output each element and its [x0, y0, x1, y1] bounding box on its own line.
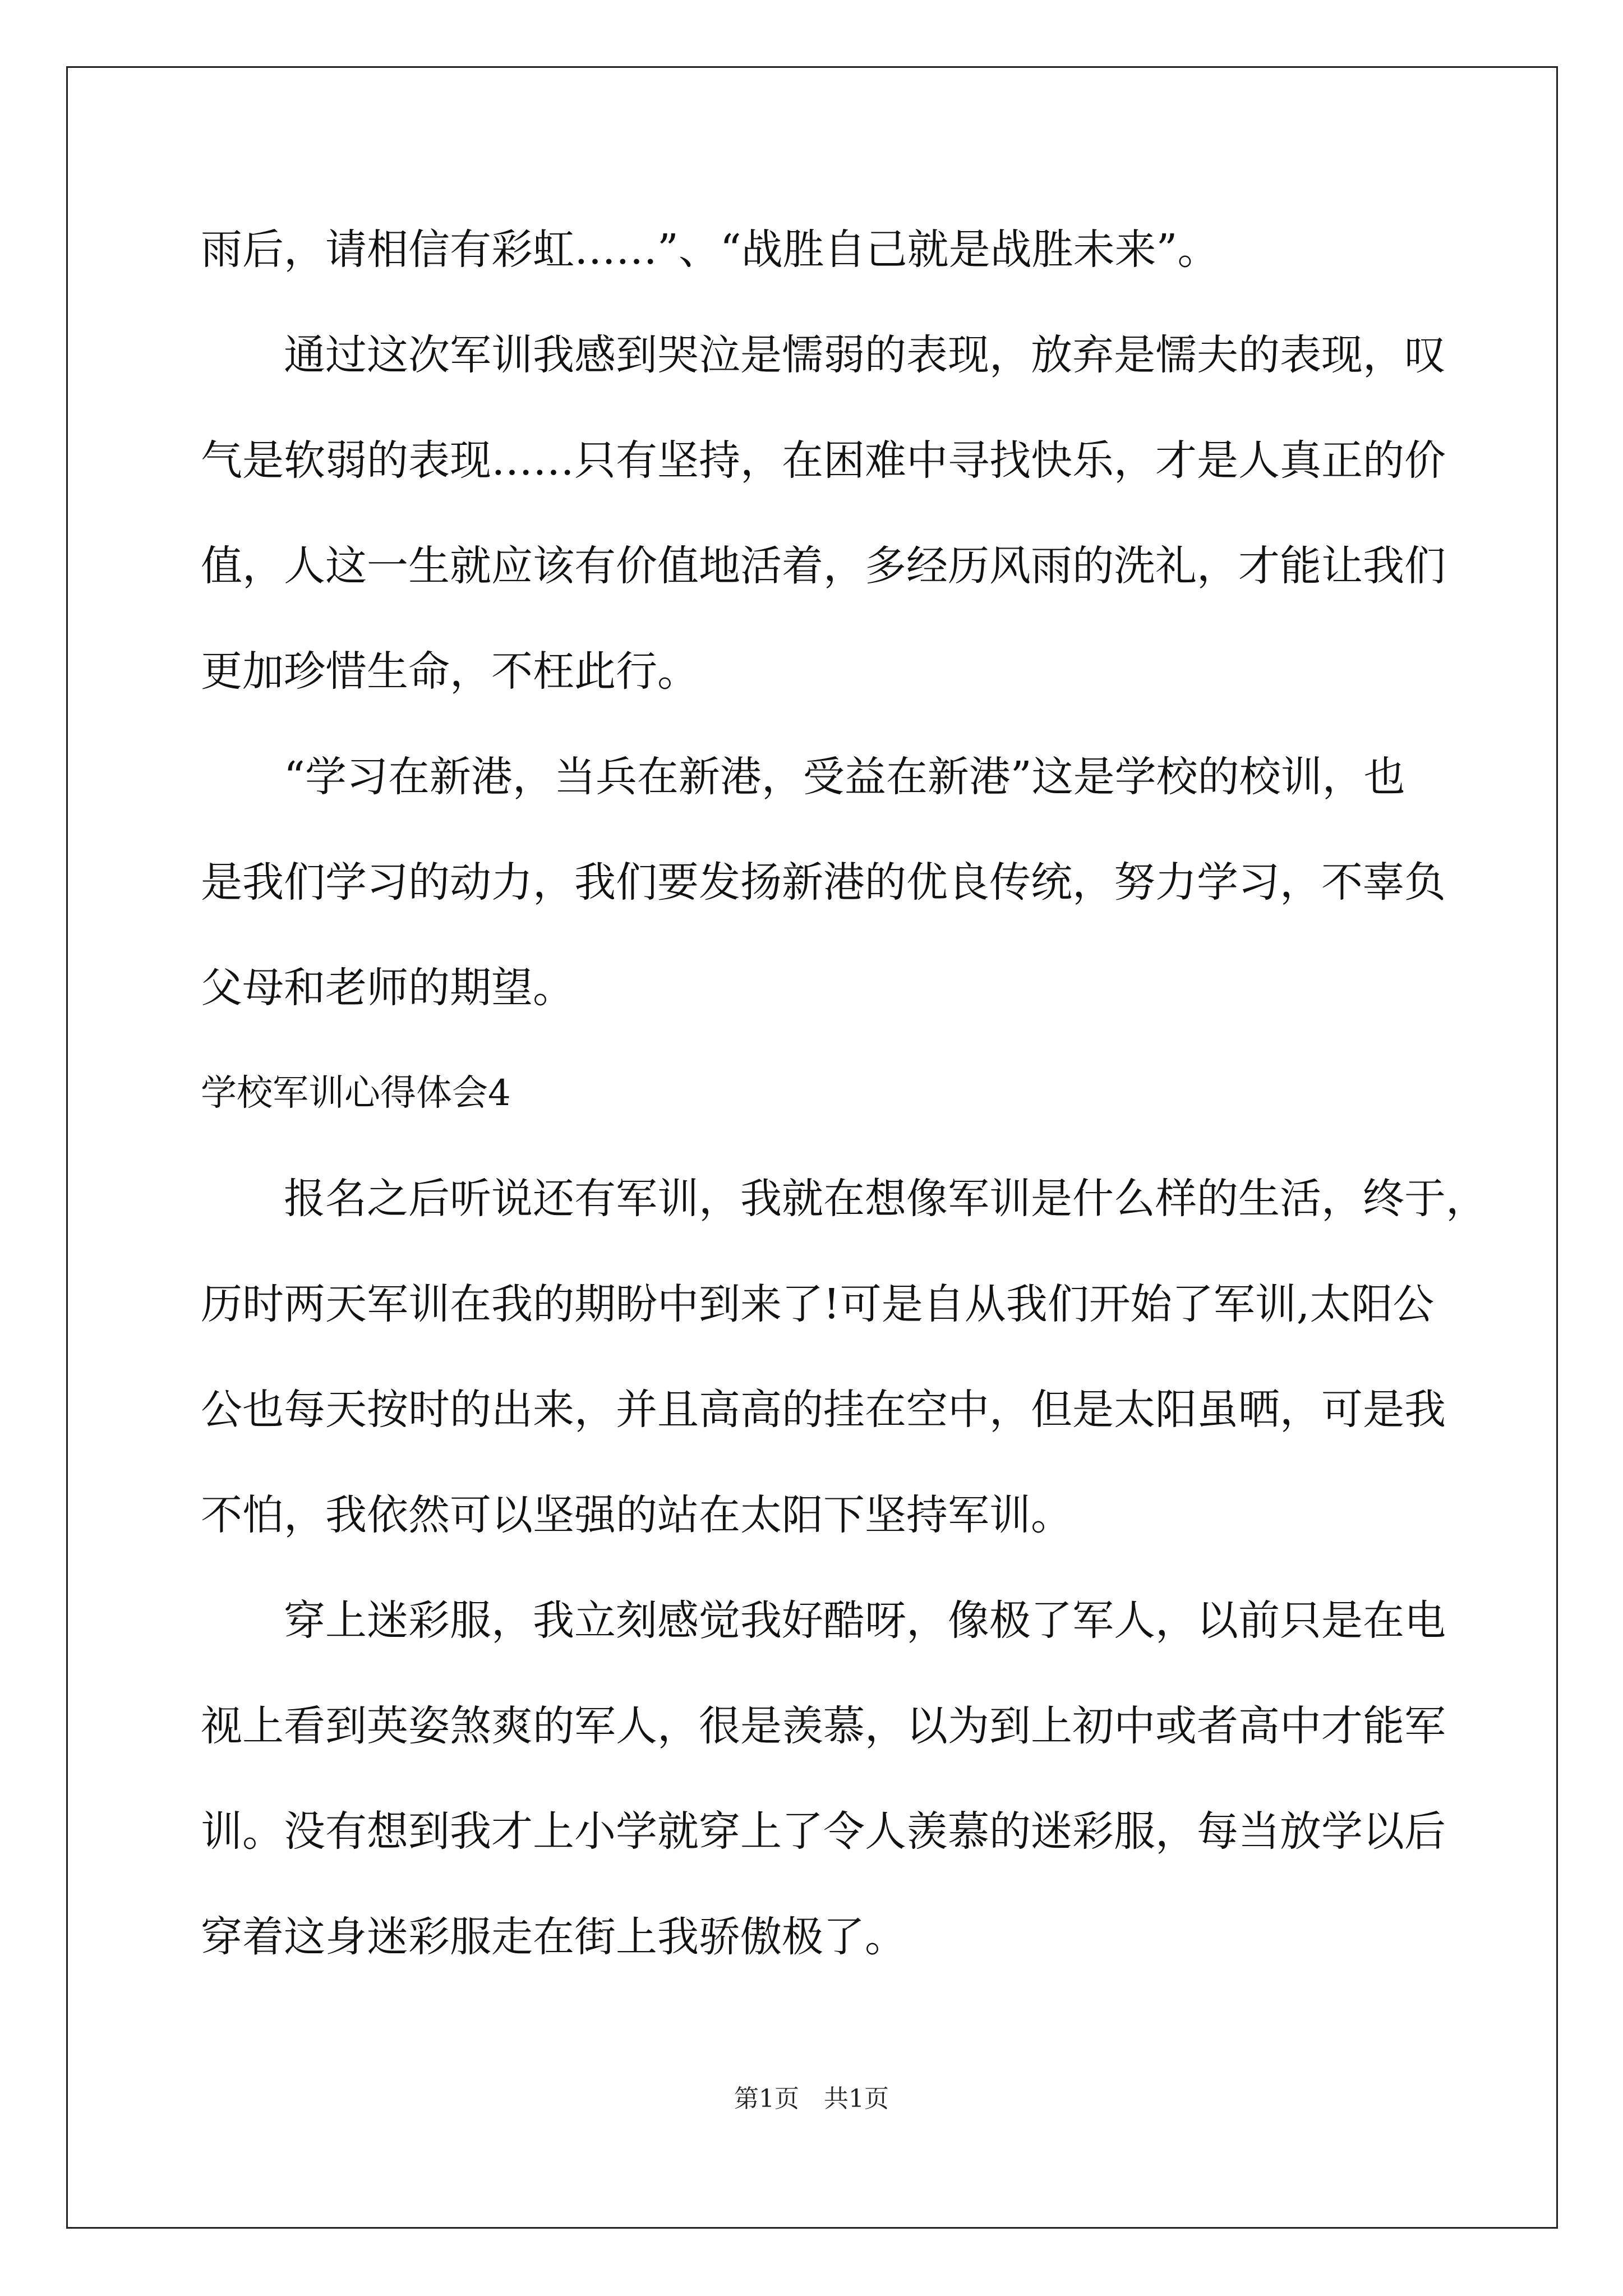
text-line: 历时两天军训在我的期盼中到来了!可是自从我们开始了军训,太阳公: [201, 1280, 1435, 1328]
text-line: 训。没有想到我才上小学就穿上了令人羡慕的迷彩服，每当放学以后: [201, 1807, 1446, 1856]
text-line: 是我们学习的动力，我们要发扬新港的优良传统，努力学习，不辜负: [201, 858, 1446, 907]
section-heading: 学校军训心得体会4: [201, 1073, 511, 1114]
text-line: 穿上迷彩服，我立刻感觉我好酷呀，像极了军人，以前只是在电: [284, 1596, 1446, 1645]
text-line: 值，人这一生就应该有价值地活着，多经历风雨的洗礼，才能让我们: [201, 542, 1446, 590]
text-line: 视上看到英姿煞爽的军人，很是羡慕，以为到上初中或者高中才能军: [201, 1702, 1446, 1750]
text-line: 通过这次军训我感到哭泣是懦弱的表现，放弃是懦夫的表现，叹: [284, 331, 1446, 379]
text-line: 父母和老师的期望。: [201, 964, 574, 1012]
text-line: 不怕，我依然可以坚强的站在太阳下坚持军训。: [201, 1491, 1072, 1539]
page-border: [66, 66, 1558, 2229]
text-line: 更加珍惜生命，不枉此行。: [201, 647, 699, 696]
text-line: 气是软弱的表现……只有坚持，在困难中寻找快乐，才是人真正的价: [201, 436, 1446, 485]
page-footer: 第1页 共1页: [734, 2085, 889, 2113]
text-line: “学习在新港，当兵在新港，受益在新港”这是学校的校训，也: [284, 753, 1405, 801]
text-line: 穿着这身迷彩服走在街上我骄傲极了。: [201, 1913, 906, 1961]
text-line: 雨后，请相信有彩虹……”、“战胜自己就是战胜未来”。: [201, 226, 1219, 274]
text-line: 公也每天按时的出来，并且高高的挂在空中，但是太阳虽晒，可是我: [201, 1386, 1446, 1434]
text-line: 报名之后听说还有军训，我就在想像军训是什么样的生活，终于，: [284, 1175, 1487, 1223]
